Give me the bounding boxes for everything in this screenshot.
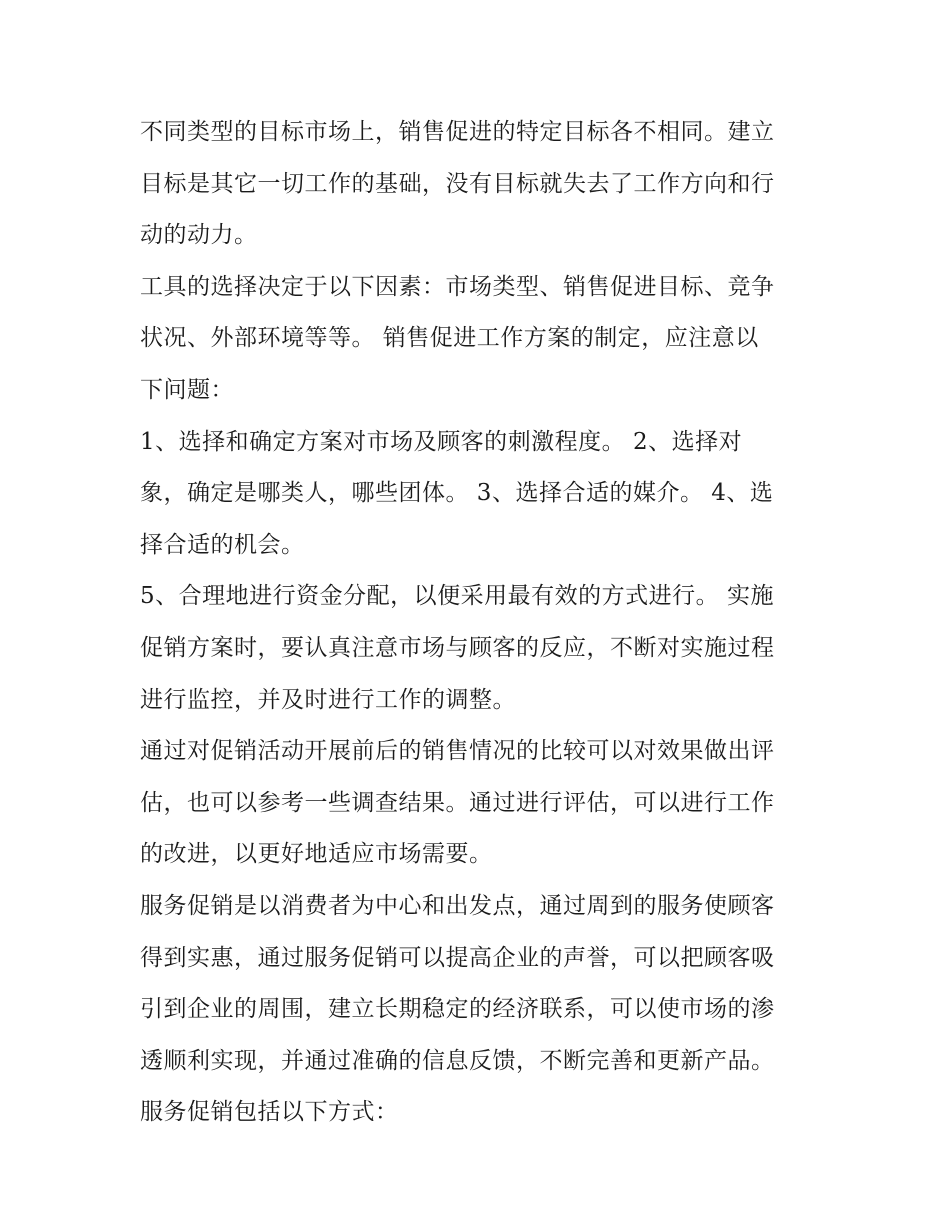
text-line: 工具的选择决定于以下因素：市场类型、销售促进目标、竞争 <box>140 273 775 300</box>
text-line: 不同类型的目标市场上，销售促进的特定目标各不相同。建立 <box>140 119 775 145</box>
text-line: 促销方案时，要认真注意市场与顾客的反应，不断对实施过程 <box>140 634 775 661</box>
text-line: 估，也可以参考一些调查结果。通过进行评估，可以进行工作 <box>140 789 775 816</box>
text-line: 引到企业的周围，建立长期稳定的经济联系，可以使市场的渗 <box>140 996 775 1023</box>
text-line: 目标是其它一切工作的基础，没有目标就失去了工作方向和行 <box>140 170 775 197</box>
text-line: 服务促销包括以下方式： <box>140 1099 399 1126</box>
text-line: 下问题： <box>140 376 234 403</box>
text-line: 择合适的机会。 <box>140 531 305 558</box>
text-line: 通过对促销活动开展前后的销售情况的比较可以对效果做出评 <box>140 738 775 765</box>
text-line: 状况、外部环境等等。 销售促进工作方案的制定，应注意以 <box>140 325 759 352</box>
text-line: 象，确定是哪类人，哪些团体。 3、选择合适的媒介。 4、选 <box>140 480 774 507</box>
text-line: 动的动力。 <box>140 222 258 249</box>
text-line: 得到实惠，通过服务促销可以提高企业的声誉，可以把顾客吸 <box>140 944 775 971</box>
text-line: 进行监控，并及时进行工作的调整。 <box>140 686 516 713</box>
text-line: 的改进，以更好地适应市场需要。 <box>140 841 493 868</box>
text-line: 1、选择和确定方案对市场及顾客的刺激程度。 2、选择对 <box>140 428 743 455</box>
text-line: 透顺利实现，并通过准确的信息反馈，不断完善和更新产品。 <box>140 1047 775 1074</box>
body-text <box>140 107 820 1139</box>
text-line: 服务促销是以消费者为中心和出发点，通过周到的服务使顾客 <box>140 892 775 919</box>
text-line: 5、合理地进行资金分配，以便采用最有效的方式进行。 实施 <box>140 583 774 610</box>
